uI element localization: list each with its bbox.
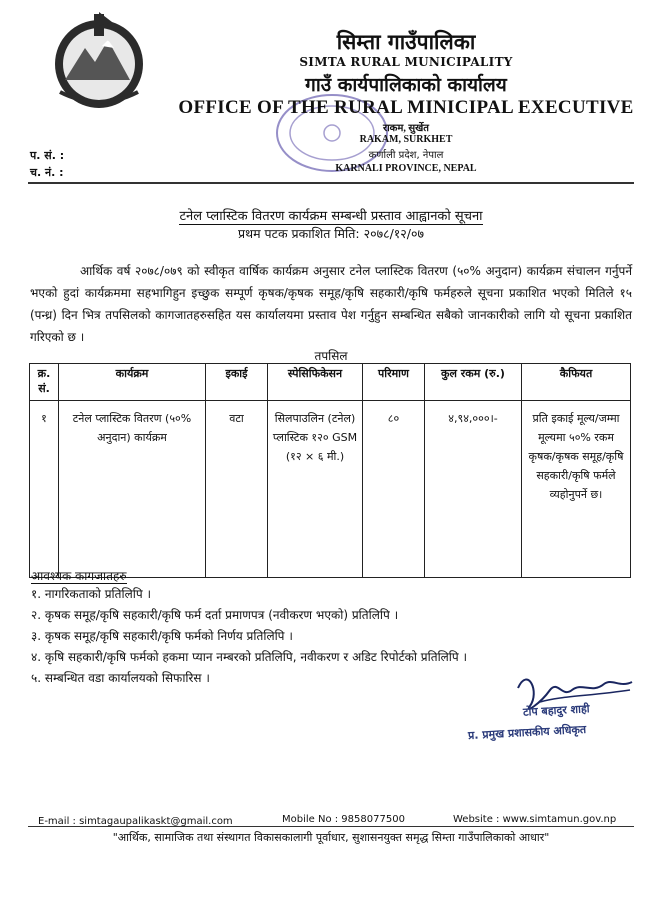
col-header-remarks: कैफियत <box>522 364 631 401</box>
document-item-1: १. नागरिकताको प्रतिलिपि । <box>31 587 152 601</box>
office-name-np: गाउँ कार्यपालिकाको कार्यालय <box>305 74 507 96</box>
col-header-total-amount: कुल रकम (रु.) <box>425 364 522 401</box>
municipality-name-en: SIMTA RURAL MUNICIPALITY <box>299 55 513 69</box>
table-row <box>30 401 631 578</box>
office-name-en: OFFICE OF THE RURAL MINICIPAL EXECUTIVE <box>178 97 634 118</box>
required-documents-title-text: आवश्यक कागजातहरु <box>31 569 127 583</box>
col-header-program: कार्यक्रम <box>59 364 206 401</box>
col-header-serial: क्र. सं. <box>30 364 59 401</box>
cell-serial: १ <box>30 401 59 578</box>
document-item-3: ३. कृषक समूह/कृषि सहकारी/कृषि फर्मको निर्णय प्रतिलिपि । <box>31 629 293 643</box>
cell-total-amount: ४,९४,०००।- <box>425 401 522 578</box>
signatory-post: प्र. प्रमुख प्रशासकीय अधिकृत <box>467 722 587 743</box>
table-header-row <box>30 364 631 401</box>
signatory-name: टोप बहादुर शाही <box>522 702 590 719</box>
reference-number-label: प. सं. : <box>30 149 65 162</box>
document-item-2: २. कृषक समूह/कृषि सहकारी/कृषि फर्म दर्ता प्रमाणपत्र (नवीकरण भएको) प्रतिलिपि । <box>31 608 399 622</box>
header-divider <box>28 182 634 184</box>
cell-remarks: प्रति इकाई मूल्य/जम्मा मूल्यमा ५०% रकम कृषक/कृषक समूह/कृषि सहकारी/कृषि फर्मले व्यहोनुपर्ने छ। <box>522 401 631 578</box>
col-header-quantity: परिमाण <box>363 364 425 401</box>
details-table <box>29 363 631 578</box>
footer-email: E-mail : simtagaupalikaskt@gmail.com <box>38 816 233 827</box>
cell-unit: वटा <box>206 401 268 578</box>
footer-divider <box>28 826 634 827</box>
province-en: KARNALI PROVINCE, NEPAL <box>335 163 477 174</box>
province-np: कर्णाली प्रदेश, नेपाल <box>368 150 444 161</box>
address-np: राकम, सुर्खेत <box>383 123 429 134</box>
footer-slogan: "आर्थिक, सामाजिक तथा संस्थागत विकासकालागी पूर्वाधार, सुशासनयुक्त समृद्ध सिम्ता गाउँपालिकाको आधार" <box>112 831 550 844</box>
notice-title <box>0 206 662 224</box>
cell-program: टनेल प्लास्टिक वितरण (५०% अनुदान) कार्यक्रम <box>59 401 206 578</box>
cell-quantity: ८० <box>363 401 425 578</box>
footer-mobile: Mobile No : 9858077500 <box>282 814 405 825</box>
dispatch-number-label: च. नं. : <box>30 166 64 179</box>
municipality-name-np: सिम्ता गाउँपालिका <box>336 30 476 54</box>
document-item-4: ४. कृषि सहकारी/कृषि फर्मको हकमा प्यान नम्बरको प्रतिलिपि, नवीकरण र अडिट रिपोर्टको प्रतिलिपि । <box>31 650 468 664</box>
cell-specification: सिलपाउलिन (टनेल) प्लास्टिक १२० GSM (१२ × ६ मी.) <box>268 401 363 578</box>
municipality-emblem-logo <box>40 12 158 112</box>
table-caption: तपसिल <box>314 349 348 363</box>
footer-website: Website : www.simtamun.gov.np <box>453 814 617 825</box>
publication-date: प्रथम पटक प्रकाशित मिति: २०७८/१२/०७ <box>238 226 424 241</box>
col-header-specification: स्पेसिफिकेसन <box>268 364 363 401</box>
notice-body: आर्थिक वर्ष २०७८/०७९ को स्वीकृत वार्षिक कार्यक्रम अनुसार टनेल प्लास्टिक वितरण (५०% अनुदान) कार्यक्रम संचालन गर्नुपर्ने भएको हुदां कार्यक्रममा सहभागिहुन इच्छुक सम्पूर्ण कृषक/कृषक समूह/कृषि सहकारी/कृषि फर्महरुले सूचना प्रकाशित भएको मितिले १५ (पन्ध्र) दिन भित्र तपसिलको कागजातहरुसहित यस कार्यालयमा प्रस्ताव पेश गर्नुहुन सम्बन्धित सबैको जानकारीको लागि यो सूचना प्रकाशित गरिएको छ । <box>30 264 632 344</box>
required-documents-title <box>31 567 127 584</box>
col-header-unit: इकाई <box>206 364 268 401</box>
notice-title-text: टनेल प्लास्टिक वितरण कार्यक्रम सम्बन्धी प्रस्ताव आह्वानको सूचना <box>179 209 483 224</box>
address-en: RAKAM, SURKHET <box>359 134 453 145</box>
document-item-5: ५. सम्बन्धित वडा कार्यालयको सिफारिस । <box>31 671 210 685</box>
